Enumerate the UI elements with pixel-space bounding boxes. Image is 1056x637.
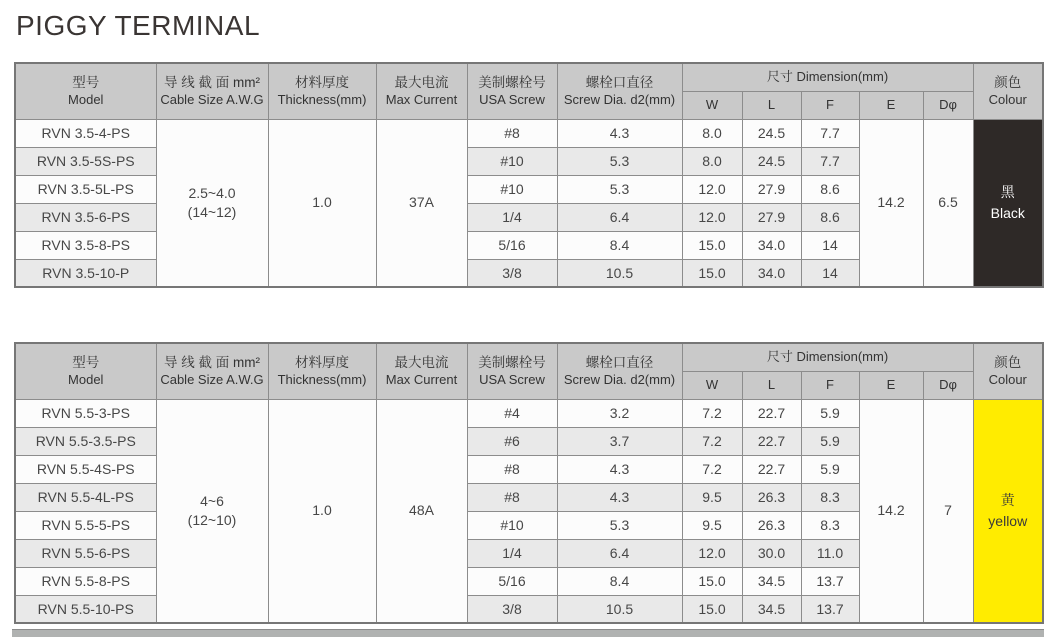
header-dim-f: F (801, 91, 859, 119)
cell-usa-screw: #8 (467, 119, 557, 147)
cell-usa-screw: #8 (467, 455, 557, 483)
table-row (15, 399, 1043, 427)
header-label-zh: 型号 (72, 75, 100, 91)
table-row (15, 119, 1043, 147)
colour-swatch-cell (973, 119, 1043, 287)
header-row-1 (15, 63, 1043, 91)
cell-model: RVN 5.5-4L-PS (15, 483, 156, 511)
header-label-en: Screw Dia. d2(mm) (563, 371, 676, 387)
cell-f: 8.6 (801, 203, 859, 231)
cell-l: 22.7 (742, 455, 801, 483)
header-label-zh: 导 线 截 面 mm² (164, 75, 260, 91)
cell-w: 7.2 (682, 455, 742, 483)
header-thickness (268, 343, 376, 399)
cell-w: 15.0 (682, 231, 742, 259)
cell-w: 8.0 (682, 147, 742, 175)
header-label-zh: 最大电流 (394, 355, 449, 371)
header-label-en: Model (68, 91, 104, 107)
header-label-en: USA Screw (479, 91, 545, 107)
cell-l: 26.3 (742, 483, 801, 511)
cell-l: 34.5 (742, 595, 801, 623)
cell-w: 15.0 (682, 595, 742, 623)
cell-cable-size (156, 119, 268, 287)
cell-usa-screw: #10 (467, 175, 557, 203)
header-label-en: Cable Size A.W.G (160, 91, 264, 107)
header-dim-w: W (682, 91, 742, 119)
colour-name-zh: 黑 (1000, 183, 1015, 200)
header-label-zh: 导 线 截 面 mm² (164, 355, 260, 371)
header-label-en: Thickness(mm) (277, 371, 367, 387)
cell-model: RVN 5.5-6-PS (15, 539, 156, 567)
header-colour (973, 63, 1043, 119)
cell-l: 34.5 (742, 567, 801, 595)
cell-model: RVN 5.5-3-PS (15, 399, 156, 427)
header-dim-f: F (801, 371, 859, 399)
cell-model: RVN 5.5-8-PS (15, 567, 156, 595)
cell-usa-screw: 5/16 (467, 567, 557, 595)
cable-size-awg: (12~10) (187, 511, 237, 528)
cable-size-awg: (14~12) (187, 203, 237, 220)
cell-f: 14 (801, 259, 859, 287)
colour-name-en: Black (990, 204, 1025, 221)
cell-l: 24.5 (742, 147, 801, 175)
cable-size-range: 2.5~4.0 (188, 184, 236, 201)
header-model (15, 63, 156, 119)
cell-w: 8.0 (682, 119, 742, 147)
cell-screw-dia: 5.3 (557, 147, 682, 175)
header-dim-dphi: Dφ (923, 371, 973, 399)
header-max-current (376, 63, 467, 119)
header-label-zh: 颜色 (994, 75, 1022, 91)
cell-f: 13.7 (801, 595, 859, 623)
cell-screw-dia: 6.4 (557, 203, 682, 231)
cell-screw-dia: 8.4 (557, 231, 682, 259)
cell-screw-dia: 4.3 (557, 483, 682, 511)
header-colour (973, 343, 1043, 399)
header-label-zh: 材料厚度 (295, 75, 349, 91)
spec-table-body (15, 119, 1043, 287)
cell-model: RVN 3.5-8-PS (15, 231, 156, 259)
cell-thickness: 1.0 (268, 399, 376, 623)
cell-model: RVN 3.5-4-PS (15, 119, 156, 147)
cell-usa-screw: #8 (467, 483, 557, 511)
cell-usa-screw: 1/4 (467, 539, 557, 567)
cell-screw-dia: 10.5 (557, 259, 682, 287)
cell-f: 7.7 (801, 119, 859, 147)
colour-name-zh: 黄 (1000, 491, 1015, 508)
header-usa-screw (467, 63, 557, 119)
header-dim-w: W (682, 371, 742, 399)
spec-table-rvn-5.5 (14, 342, 1044, 624)
cell-model: RVN 3.5-5S-PS (15, 147, 156, 175)
cell-model: RVN 3.5-5L-PS (15, 175, 156, 203)
header-label-en: Cable Size A.W.G (160, 371, 264, 387)
cell-model: RVN 3.5-6-PS (15, 203, 156, 231)
cell-l: 27.9 (742, 175, 801, 203)
cell-w: 9.5 (682, 511, 742, 539)
cell-screw-dia: 5.3 (557, 175, 682, 203)
header-label-en: Max Current (385, 371, 458, 387)
header-label-en: Colour (988, 91, 1027, 107)
cell-l: 34.0 (742, 231, 801, 259)
header-dim-l: L (742, 91, 801, 119)
header-label-zh: 美制螺栓号 (478, 75, 546, 91)
header-screw-dia (557, 63, 682, 119)
cell-w: 9.5 (682, 483, 742, 511)
cell-f: 14 (801, 231, 859, 259)
page-title: PIGGY TERMINAL (16, 10, 261, 41)
spec-table (14, 62, 1044, 288)
cell-usa-screw: 1/4 (467, 203, 557, 231)
header-dim-dphi: Dφ (923, 91, 973, 119)
spec-table (14, 342, 1044, 624)
cell-l: 24.5 (742, 119, 801, 147)
cell-screw-dia: 6.4 (557, 539, 682, 567)
cell-w: 12.0 (682, 539, 742, 567)
cell-e: 14.2 (859, 399, 923, 623)
header-model (15, 343, 156, 399)
cell-l: 30.0 (742, 539, 801, 567)
header-dim-l: L (742, 371, 801, 399)
header-label-zh: 颜色 (994, 355, 1022, 371)
spec-table-header (15, 63, 1043, 119)
cell-l: 22.7 (742, 399, 801, 427)
cell-model: RVN 3.5-10-P (15, 259, 156, 287)
header-label-en: Thickness(mm) (277, 91, 367, 107)
cell-f: 8.3 (801, 511, 859, 539)
cell-model: RVN 5.5-4S-PS (15, 455, 156, 483)
header-max-current (376, 343, 467, 399)
cell-usa-screw: #6 (467, 427, 557, 455)
colour-name-en: yellow (988, 512, 1028, 529)
header-label-zh: 美制螺栓号 (478, 355, 546, 371)
header-label-zh: 螺栓口直径 (585, 75, 654, 91)
header-dim-e: E (859, 371, 923, 399)
cell-screw-dia: 8.4 (557, 567, 682, 595)
cell-w: 7.2 (682, 427, 742, 455)
cell-model: RVN 5.5-10-PS (15, 595, 156, 623)
cell-usa-screw: #10 (467, 511, 557, 539)
header-label-zh: 螺栓口直径 (585, 355, 654, 371)
header-label-en: Model (68, 371, 104, 387)
cell-w: 7.2 (682, 399, 742, 427)
cell-thickness: 1.0 (268, 119, 376, 287)
cell-f: 7.7 (801, 147, 859, 175)
cell-usa-screw: 5/16 (467, 231, 557, 259)
cell-cable-size (156, 399, 268, 623)
header-label-en: Max Current (385, 91, 458, 107)
cell-f: 11.0 (801, 539, 859, 567)
cell-f: 5.9 (801, 455, 859, 483)
header-label-en: Colour (988, 371, 1027, 387)
header-label-zh: 材料厚度 (295, 355, 349, 371)
cell-l: 26.3 (742, 511, 801, 539)
cable-size-range: 4~6 (200, 492, 224, 509)
spec-table-rvn-3.5 (14, 62, 1044, 288)
cell-usa-screw: #4 (467, 399, 557, 427)
header-row-1 (15, 343, 1043, 371)
cell-f: 13.7 (801, 567, 859, 595)
cell-dphi: 7 (923, 399, 973, 623)
cell-w: 12.0 (682, 203, 742, 231)
cell-screw-dia: 3.2 (557, 399, 682, 427)
cell-w: 15.0 (682, 259, 742, 287)
cell-f: 5.9 (801, 427, 859, 455)
cell-f: 5.9 (801, 399, 859, 427)
cell-screw-dia: 3.7 (557, 427, 682, 455)
header-dimension-group: 尺寸 Dimension(mm) (682, 343, 973, 371)
header-thickness (268, 63, 376, 119)
header-screw-dia (557, 343, 682, 399)
spec-table-header (15, 343, 1043, 399)
cell-screw-dia: 4.3 (557, 119, 682, 147)
cell-l: 34.0 (742, 259, 801, 287)
header-dim-e: E (859, 91, 923, 119)
colour-swatch-cell (973, 399, 1043, 623)
header-label-zh: 型号 (72, 355, 100, 371)
header-label-zh: 最大电流 (394, 75, 449, 91)
cell-l: 22.7 (742, 427, 801, 455)
cell-f: 8.3 (801, 483, 859, 511)
cell-dphi: 6.5 (923, 119, 973, 287)
cell-max-current: 37A (376, 119, 467, 287)
header-cable-size (156, 63, 268, 119)
cell-w: 15.0 (682, 567, 742, 595)
header-label-en: Screw Dia. d2(mm) (563, 91, 676, 107)
header-cable-size (156, 343, 268, 399)
cell-usa-screw: 3/8 (467, 595, 557, 623)
cell-usa-screw: 3/8 (467, 259, 557, 287)
header-dimension-group: 尺寸 Dimension(mm) (682, 63, 973, 91)
cell-model: RVN 5.5-5-PS (15, 511, 156, 539)
cell-w: 12.0 (682, 175, 742, 203)
cell-usa-screw: #10 (467, 147, 557, 175)
spec-table-body (15, 399, 1043, 623)
cell-l: 27.9 (742, 203, 801, 231)
cell-screw-dia: 10.5 (557, 595, 682, 623)
cell-e: 14.2 (859, 119, 923, 287)
cell-f: 8.6 (801, 175, 859, 203)
cell-screw-dia: 5.3 (557, 511, 682, 539)
cell-max-current: 48A (376, 399, 467, 623)
header-usa-screw (467, 343, 557, 399)
cell-model: RVN 5.5-3.5-PS (15, 427, 156, 455)
cell-screw-dia: 4.3 (557, 455, 682, 483)
header-label-en: USA Screw (479, 371, 545, 387)
